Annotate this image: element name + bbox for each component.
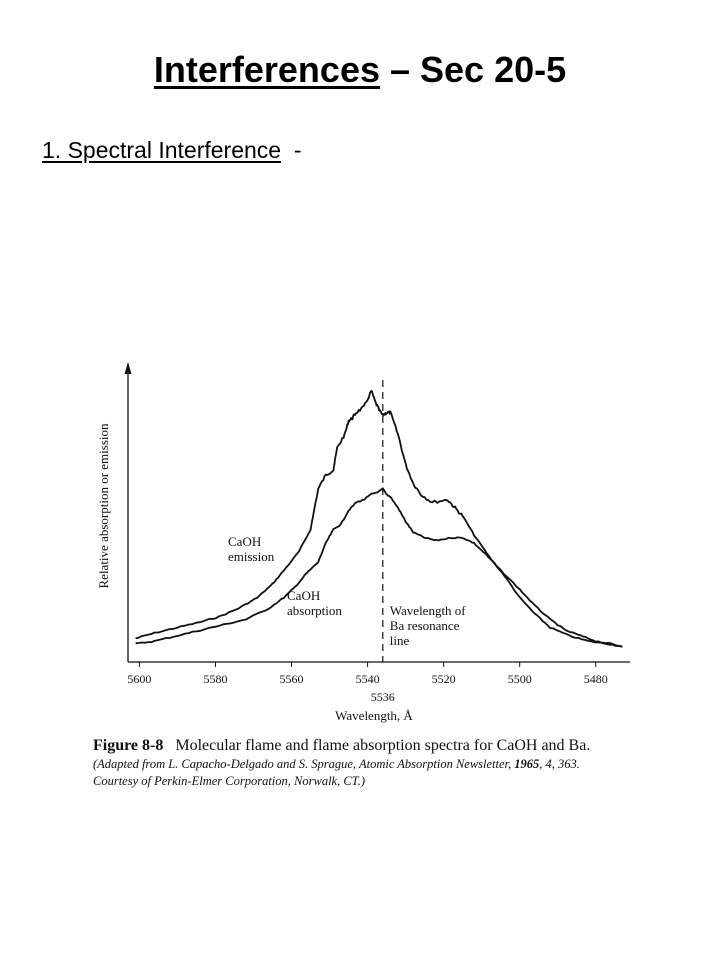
series-caoh-emission — [136, 391, 623, 647]
x-tick-label: 5520 — [431, 672, 456, 686]
y-axis-title: Relative absorption or emission — [96, 423, 111, 589]
section-subheading — [42, 136, 302, 164]
caption-line-1 — [93, 736, 653, 756]
annotation-ba-resonance — [390, 603, 467, 648]
annotation-line: absorption — [287, 603, 342, 618]
subheading-rest: - — [281, 137, 302, 163]
x-tick-label: 5500 — [507, 672, 532, 686]
annotation-line: Wavelength of — [389, 603, 466, 618]
figure-text: Molecular flame and flame absorption spectra for CaOH and Ba. — [175, 737, 591, 754]
annotation-line: Ba resonance — [389, 618, 460, 633]
x-tick-label: 5560 — [279, 672, 304, 686]
annotation-line: CaOH — [228, 534, 262, 549]
annotation-line: CaOH — [287, 588, 321, 603]
caption-source-a: (Adapted from L. Capacho-Delgado and S. Sprague, Atomic Absorption Newsletter, — [93, 757, 515, 771]
x-tick-label: 5600 — [127, 672, 152, 686]
ba-resonance-marker — [371, 380, 395, 704]
y-axis-arrow — [125, 362, 132, 374]
marker-x-label: 5536 — [370, 690, 395, 704]
figure-number: Figure 8-8 — [93, 737, 164, 754]
subheading-underlined: 1. Spectral Interference — [42, 137, 282, 163]
x-tick-label: 5480 — [583, 672, 608, 686]
chart-series — [136, 391, 623, 647]
x-axis-title: Wavelength, Å — [335, 708, 413, 723]
x-tick-label: 5580 — [203, 672, 228, 686]
annotation-line: emission — [228, 549, 275, 564]
slide-title-underlined: Interferences — [153, 49, 380, 90]
series-caoh-absorption — [136, 488, 623, 646]
slide-title — [0, 48, 720, 92]
caption-courtesy: Courtesy of Perkin-Elmer Corporation, Norwalk, CT.) — [93, 774, 365, 788]
annotation-caoh-emission — [228, 534, 275, 564]
x-tick-label: 5540 — [355, 672, 380, 686]
spectrum-chart — [80, 350, 640, 730]
caption-source-year: 1965 — [514, 757, 540, 771]
annotation-line: line — [389, 633, 410, 648]
slide-title-rest: – Sec 20-5 — [379, 49, 567, 90]
caption-source — [93, 756, 653, 773]
figure-caption — [93, 736, 653, 790]
chart-axes — [96, 362, 630, 723]
caption-source-b: , 4, 363. — [539, 757, 580, 771]
annotation-caoh-absorption — [287, 588, 342, 618]
